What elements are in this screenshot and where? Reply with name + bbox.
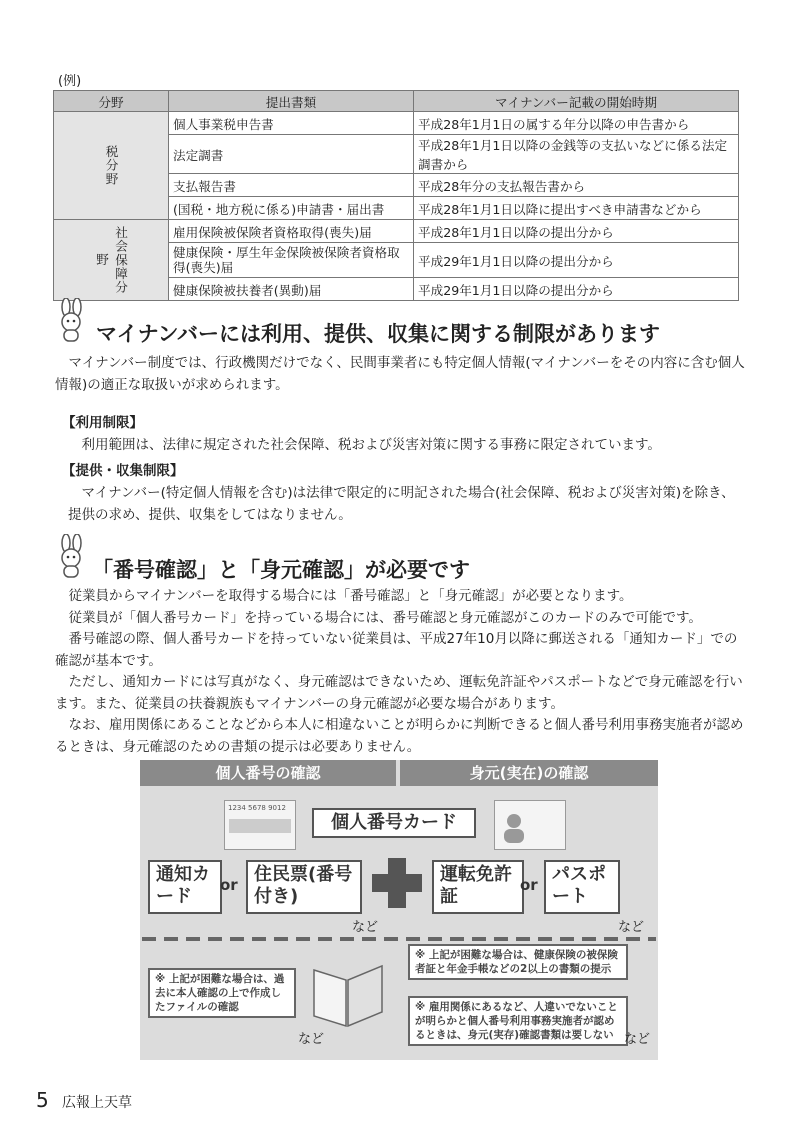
doc-cell: (国税・地方税に係る)申請書・届出書 [169, 197, 414, 220]
rabbit-mascot-icon [52, 534, 90, 578]
etc-label: など [618, 920, 645, 935]
section1-heading: マイナンバーには利用、提供、収集に関する制限があります [96, 322, 661, 346]
doc-cell: 健康保険被扶養者(異動)届 [169, 278, 414, 301]
section1-intro [55, 352, 745, 396]
number-check-header: 個人番号の確認 [140, 760, 396, 786]
section2-heading: 「番号確認」と「身元確認」が必要です [92, 558, 470, 582]
paragraph: 従業員からマイナンバーを取得する場合には「番号確認」と「身元確認」が必要となります。 [68, 588, 633, 604]
divider-dashed [140, 936, 658, 942]
doc-cell: 健康保険・厚生年金保険被保険者資格取得(喪失)届 [169, 243, 414, 278]
note-left: ※ 上記が困難な場合は、過去に本人確認の上で作成したファイルの確認 [148, 968, 296, 1018]
table-row [54, 112, 739, 135]
etc-label: など [352, 920, 379, 935]
table-row [54, 220, 739, 243]
number-card-front-image [494, 800, 566, 850]
category-social: 社会保障分野 [54, 220, 169, 301]
paragraph: 番号確認の際、個人番号カードを持っていない従業員は、平成27年10月以降に郵送される「通知カード」での確認が基本です。 [55, 631, 738, 669]
open-book-icon [308, 960, 388, 1030]
note-right-1: ※ 上記が困難な場合は、健康保険の被保険者証と年金手帳などの2以上の書類の提示 [408, 944, 628, 980]
paragraph: なお、雇用関係にあることなどから本人に相違ないことが明らかに判断できると個人番号利用事務実施者が認めるときは、身元確認のための書類の提示は必要ありません。 [55, 717, 744, 755]
intro-text: マイナンバー制度では、行政機関だけでなく、民間事業者にも特定個人情報(マイナンバーをその内容に含む個人情報)の適正な取扱いが求められます。 [55, 355, 745, 393]
paragraph: 従業員が「個人番号カード」を持っている場合には、番号確認と身元確認がこのカードのみで可能です。 [68, 609, 702, 626]
plus-icon [372, 858, 422, 908]
start-cell: 平成28年1月1日以降の提出分から [414, 220, 739, 243]
usage-text-block [68, 434, 748, 456]
verification-diagram [140, 760, 658, 1060]
start-cell: 平成28年分の支払報告書から [414, 174, 739, 197]
subheading-provision: 【提供・収集制限】 [62, 463, 184, 479]
publication-name: 広報上天草 [62, 1095, 132, 1111]
or-label: or [220, 876, 238, 894]
example-label: (例) [58, 74, 82, 89]
passport-box: パスポート [544, 860, 620, 914]
subheading-usage: 【利用制限】 [62, 415, 143, 431]
category-tax: 税分野 [54, 112, 169, 220]
header-start: マイナンバー記載の開始時期 [414, 91, 739, 112]
etc-label: など [624, 1032, 651, 1047]
resident-record-box: 住民票(番号付き) [246, 860, 362, 914]
notification-card-box: 通知カード [148, 860, 222, 914]
my-number-card-box: 個人番号カード [312, 808, 476, 838]
doc-cell: 支払報告書 [169, 174, 414, 197]
start-cell: 平成28年1月1日の属する年分以降の申告書から [414, 112, 739, 135]
submission-table [53, 90, 739, 301]
table-header-row [54, 91, 739, 112]
provision-text-block [68, 482, 748, 526]
doc-cell: 雇用保険被保険者資格取得(喪失)届 [169, 220, 414, 243]
header-document: 提出書類 [169, 91, 414, 112]
header-field: 分野 [54, 91, 169, 112]
card-number: 1234 5678 9012 [228, 804, 286, 812]
usage-text: 利用範囲は、法律に規定された社会保障、税および災害対策に関する事務に限定されています。 [81, 437, 661, 453]
start-cell: 平成28年1月1日以降に提出すべき申請書などから [414, 197, 739, 220]
rabbit-mascot-icon [52, 298, 90, 342]
start-cell: 平成29年1月1日以降の提出分から [414, 243, 739, 278]
note-right-2: ※ 雇用関係にあるなど、人違いでないことが明らかと個人番号利用事務実施者が認めるときは、身元(実存)確認書類は要しない [408, 996, 628, 1046]
or-label: or [520, 876, 538, 894]
provision-text: マイナンバー(特定個人情報を含む)は法律で限定的に明記された場合(社会保障、税および災害対策)を除き、提供の求め、提供、収集をしてはなりません。 [68, 485, 735, 523]
etc-label: など [298, 1032, 325, 1047]
drivers-license-box: 運転免許証 [432, 860, 524, 914]
page-number: 5 [36, 1088, 49, 1112]
doc-cell: 個人事業税申告書 [169, 112, 414, 135]
start-cell: 平成28年1月1日以降の金銭等の支払いなどに係る法定調書から [414, 135, 739, 174]
doc-cell: 法定調書 [169, 135, 414, 174]
start-cell: 平成29年1月1日以降の提出分から [414, 278, 739, 301]
section2-body [55, 586, 745, 758]
identity-check-header: 身元(実在)の確認 [400, 760, 658, 786]
number-card-back-image [224, 800, 296, 850]
paragraph: ただし、通知カードには写真がなく、身元確認はできないため、運転免許証やパスポートなどで身元確認を行います。また、従業員の扶養親族もマイナンバーの身元確認が必要な場合があります。 [55, 674, 743, 712]
portrait-icon [499, 809, 529, 845]
